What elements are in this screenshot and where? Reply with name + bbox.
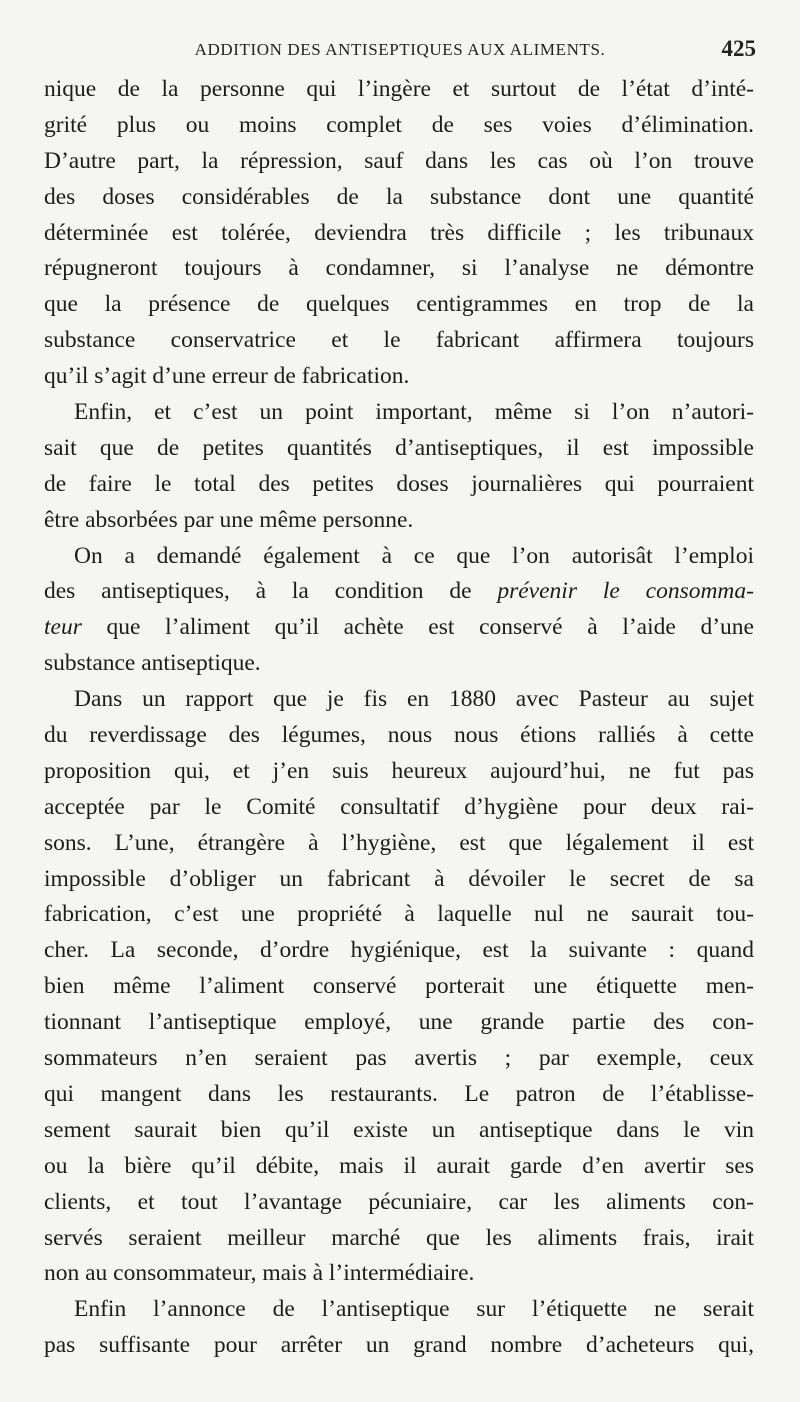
text-line: Dans un rapport que je fis en 1880 avec Pasteur au sujet (74, 686, 754, 713)
text-line: substance antiseptique. (44, 650, 261, 677)
text-line: grité plus ou moins complet de ses voies d’élimination. (44, 111, 754, 138)
text-line: substance conservatrice et le fabricant affirmera toujours (44, 327, 754, 354)
text-line: D’autre part, la répression, sauf dans les cas où l’on trouve (44, 147, 754, 174)
text-line: non au consommateur, mais à l’intermédiaire. (44, 1260, 475, 1287)
body-text (44, 72, 754, 1364)
text-line: déterminée est tolérée, deviendra très difficile ; les tribunaux (44, 219, 754, 246)
text-line: être absorbées par une même personne. (44, 506, 414, 533)
text-line: cher. La seconde, d’ordre hygiénique, est la suivante : quand (44, 937, 754, 964)
text-line: sement saurait bien qu’il existe un antiseptique dans le vin (44, 1116, 754, 1143)
text-line: qui mangent dans les restaurants. Le patron de l’établisse- (44, 1080, 754, 1107)
text-line: pas suffisante pour arrêter un grand nombre d’acheteurs qui, (44, 1332, 754, 1359)
running-head (44, 36, 756, 66)
text-line: acceptée par le Comité consultatif d’hygiène pour deux rai- (44, 793, 754, 820)
text-line: Enfin, et c’est un point important, même si l’on n’autori- (74, 399, 754, 426)
page-number: 425 (721, 36, 756, 61)
text-line: de faire le total des petites doses journalières qui pourraient (44, 470, 754, 497)
text-line: qu’il s’agit d’une erreur de fabrication. (44, 363, 410, 390)
running-title: ADDITION DES ANTISEPTIQUES AUX ALIMENTS. (194, 40, 606, 59)
text-line: sommateurs n’en seraient pas avertis ; par exemple, ceux (44, 1045, 754, 1072)
text-line: nique de la personne qui l’ingère et surtout de l’état d’inté- (44, 76, 754, 102)
text-line: sait que de petites quantités d’antiseptiques, il est impossible (44, 434, 754, 461)
text-line: fabrication, c’est une propriété à laquelle nul ne saurait tou- (44, 901, 754, 928)
text-line: teur que l’aliment qu’il achète est conservé à l’aide d’une (44, 614, 754, 641)
text-line: impossible d’obliger un fabricant à dévoiler le secret de sa (44, 865, 754, 892)
text-line: que la présence de quelques centigrammes en trop de la (44, 291, 754, 318)
italic-text: prévenir le consomma- (497, 578, 754, 605)
text-line: des doses considérables de la substance dont une quantité (44, 183, 754, 210)
text-line: répugneront toujours à condamner, si l’analyse ne démontre (44, 255, 754, 282)
text-line: proposition qui, et j’en suis heureux aujourd’hui, ne fut pas (44, 757, 754, 784)
text-line: des antiseptiques, à la condition de prévenir le consomma- (44, 578, 754, 605)
text-line: bien même l’aliment conservé porterait une étiquette men- (44, 973, 754, 1000)
text-line: ou la bière qu’il débite, mais il aurait garde d’en avertir ses (44, 1152, 754, 1179)
text-line: du reverdissage des légumes, nous nous étions ralliés à cette (44, 722, 754, 749)
text-line: Enfin l’annonce de l’antiseptique sur l’étiquette ne serait (74, 1296, 754, 1323)
text-line: On a demandé également à ce que l’on autorisât l’emploi (74, 542, 754, 569)
text-line: clients, et tout l’avantage pécuniaire, car les aliments con- (44, 1188, 754, 1215)
italic-text: teur (44, 614, 82, 641)
text-line: sons. L’une, étrangère à l’hygiène, est que légalement il est (44, 829, 754, 856)
text-line: servés seraient meilleur marché que les aliments frais, irait (44, 1224, 754, 1251)
text-line: tionnant l’antiseptique employé, une grande partie des con- (44, 1009, 754, 1036)
